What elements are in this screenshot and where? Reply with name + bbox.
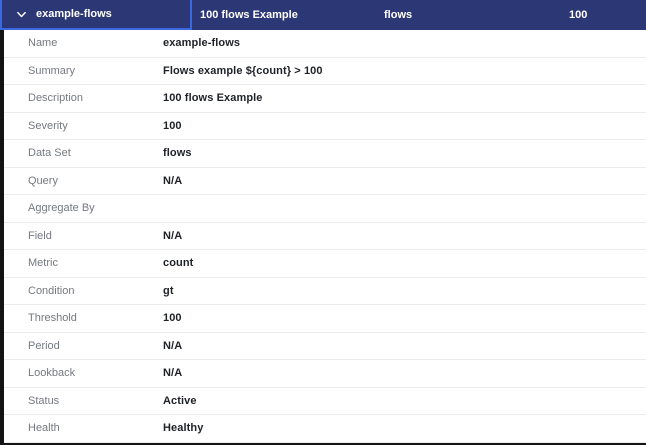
row-value: count [163, 257, 194, 270]
detail-row-severity [4, 113, 646, 141]
detail-row-metric [4, 250, 646, 278]
row-summary-text: 100 flows Example [200, 9, 298, 21]
row-value: flows [163, 147, 192, 160]
row-value: N/A [163, 339, 183, 352]
header-cell-severity[interactable] [563, 0, 646, 30]
header-cell-summary[interactable] [192, 0, 378, 30]
row-value: N/A [163, 367, 183, 380]
row-value: 100 flows Example [163, 92, 263, 105]
row-label: Condition [28, 284, 75, 297]
row-label: Field [28, 229, 52, 242]
row-dataset-text: flows [384, 9, 413, 21]
row-value: 100 [163, 119, 182, 132]
chevron-down-icon[interactable] [16, 9, 27, 20]
detail-row-condition [4, 278, 646, 306]
detail-row-health [4, 415, 646, 443]
detail-row-summary [4, 58, 646, 86]
row-value: example-flows [163, 37, 241, 50]
row-label: Lookback [28, 367, 76, 380]
detail-panel [0, 30, 646, 443]
row-label: Threshold [28, 312, 77, 325]
row-label: Name [28, 37, 58, 50]
detail-row-description [4, 85, 646, 113]
header-cell-name[interactable] [0, 0, 192, 30]
row-label: Period [28, 339, 60, 352]
row-name-text: example-flows [36, 8, 112, 20]
row-value: gt [163, 284, 174, 297]
row-label: Description [28, 92, 84, 105]
row-value: Flows example ${count} > 100 [163, 64, 323, 77]
detail-row-status [4, 388, 646, 416]
detail-row-dataset [4, 140, 646, 168]
row-value: Active [163, 394, 197, 407]
window-edge-bar [0, 30, 4, 443]
row-label: Health [28, 422, 60, 435]
detail-row-threshold [4, 305, 646, 333]
detail-row-field [4, 223, 646, 251]
row-label: Severity [28, 119, 68, 132]
row-value: N/A [163, 229, 183, 242]
row-label: Status [28, 394, 60, 407]
row-label: Aggregate By [28, 202, 95, 215]
expanded-table-row-header[interactable] [0, 0, 646, 30]
detail-row-aggregate-by [4, 195, 646, 223]
row-label: Data Set [28, 147, 71, 160]
row-label: Summary [28, 64, 76, 77]
row-value: N/A [163, 174, 183, 187]
detail-row-period [4, 333, 646, 361]
row-label: Query [28, 174, 58, 187]
detail-row-lookback [4, 360, 646, 388]
detail-row-query [4, 168, 646, 196]
row-value: Healthy [163, 422, 204, 435]
row-label: Metric [28, 257, 58, 270]
row-severity-text: 100 [569, 9, 588, 21]
header-cell-dataset[interactable] [378, 0, 563, 30]
detail-row-name [4, 30, 646, 58]
row-value: 100 [163, 312, 182, 325]
